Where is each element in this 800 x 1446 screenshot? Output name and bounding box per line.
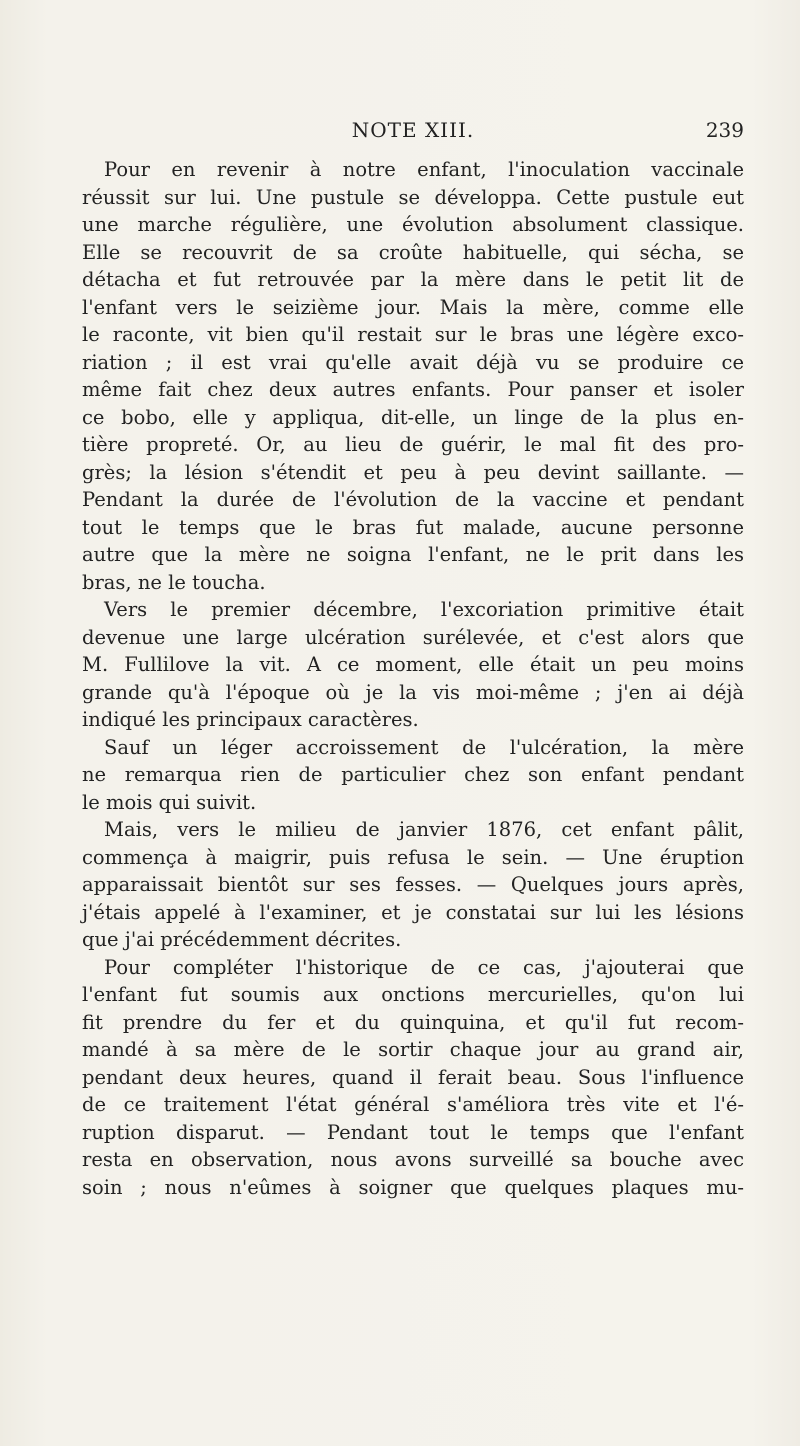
text-line: ce bobo, elle y appliqua, dit-elle, un linge de la plus en-	[82, 405, 744, 429]
text-line: devenue une large ulcération surélevée, et c'est alors que	[82, 625, 744, 649]
text-line: M. Fullilove la vit. A ce moment, elle était un peu moins	[82, 653, 744, 676]
text-line: Mais, vers le milieu de janvier 1876, cet enfant pâlit,	[104, 818, 744, 841]
page-header	[82, 118, 744, 148]
text-line: Pendant la durée de l'évolution de la vaccine et pendant	[82, 488, 744, 511]
text-line: riation ; il est vrai qu'elle avait déjà vu se produire ce	[82, 350, 744, 374]
text-line: bras, ne le toucha.	[82, 570, 266, 594]
text-line: Pour en revenir à notre enfant, l'inoculation vaccinale	[104, 158, 744, 181]
text-line: l'enfant vers le seizième jour. Mais la mère, comme elle	[82, 295, 744, 319]
text-line: Vers le premier décembre, l'excoriation primitive était	[104, 598, 744, 621]
text-line: de ce traitement l'état général s'améliora très vite et l'é-	[82, 1093, 744, 1116]
text-line: tière propreté. Or, au lieu de guérir, le mal fit des pro-	[82, 433, 744, 456]
text-line: grès; la lésion s'étendit et peu à peu devint saillante. —	[82, 460, 744, 484]
text-line: détacha et fut retrouvée par la mère dans le petit lit de	[82, 268, 744, 291]
text-line: grande qu'à l'époque où je la vis moi-même ; j'en ai déjà	[82, 680, 744, 704]
text-line: une marche régulière, une évolution absolument classique.	[82, 213, 744, 236]
text-line: soin ; nous n'eûmes à soigner que quelques plaques mu-	[82, 1175, 744, 1199]
text-line: que j'ai précédemment décrites.	[82, 928, 402, 951]
text-line: j'étais appelé à l'examiner, et je constatai sur lui les lésions	[82, 900, 744, 924]
text-line: le raconte, vit bien qu'il restait sur le bras une légère exco-	[82, 323, 744, 346]
text-line: Sauf un léger accroissement de l'ulcération, la mère	[104, 735, 744, 759]
text-line: pendant deux heures, quand il ferait beau. Sous l'influence	[82, 1065, 744, 1089]
text-line: ruption disparut. — Pendant tout le temps que l'enfant	[82, 1120, 744, 1144]
text-line: apparaissait bientôt sur ses fesses. — Quelques jours après,	[82, 873, 744, 896]
text-line: l'enfant fut soumis aux onctions mercurielles, qu'on lui	[82, 983, 744, 1006]
text-line: même fait chez deux autres enfants. Pour panser et isoler	[82, 378, 744, 401]
text-line: tout le temps que le bras fut malade, aucune personne	[82, 515, 744, 539]
text-line: commença à maigrir, puis refusa le sein. — Une éruption	[82, 845, 744, 869]
text-line: Elle se recouvrit de sa croûte habituelle, qui sécha, se	[82, 240, 744, 264]
text-line: le mois qui suivit.	[82, 790, 257, 814]
text-line: Pour compléter l'historique de ce cas, j'ajouterai que	[104, 955, 744, 979]
text-line: resta en observation, nous avons surveillé sa bouche avec	[82, 1148, 744, 1171]
text-line: indiqué les principaux caractères.	[82, 708, 419, 731]
text-line: ne remarqua rien de particulier chez son enfant pendant	[82, 763, 744, 786]
text-line: réussit sur lui. Une pustule se développa. Cette pustule eut	[82, 185, 744, 209]
body-text	[82, 156, 744, 1201]
text-line: autre que la mère ne soigna l'enfant, ne le prit dans les	[82, 543, 744, 566]
running-title: NOTE XIII.	[351, 118, 475, 142]
page-number: 239	[705, 118, 744, 142]
text-line: fit prendre du fer et du quinquina, et qu'il fut recom-	[82, 1010, 744, 1034]
text-line: mandé à sa mère de le sortir chaque jour au grand air,	[82, 1038, 744, 1061]
